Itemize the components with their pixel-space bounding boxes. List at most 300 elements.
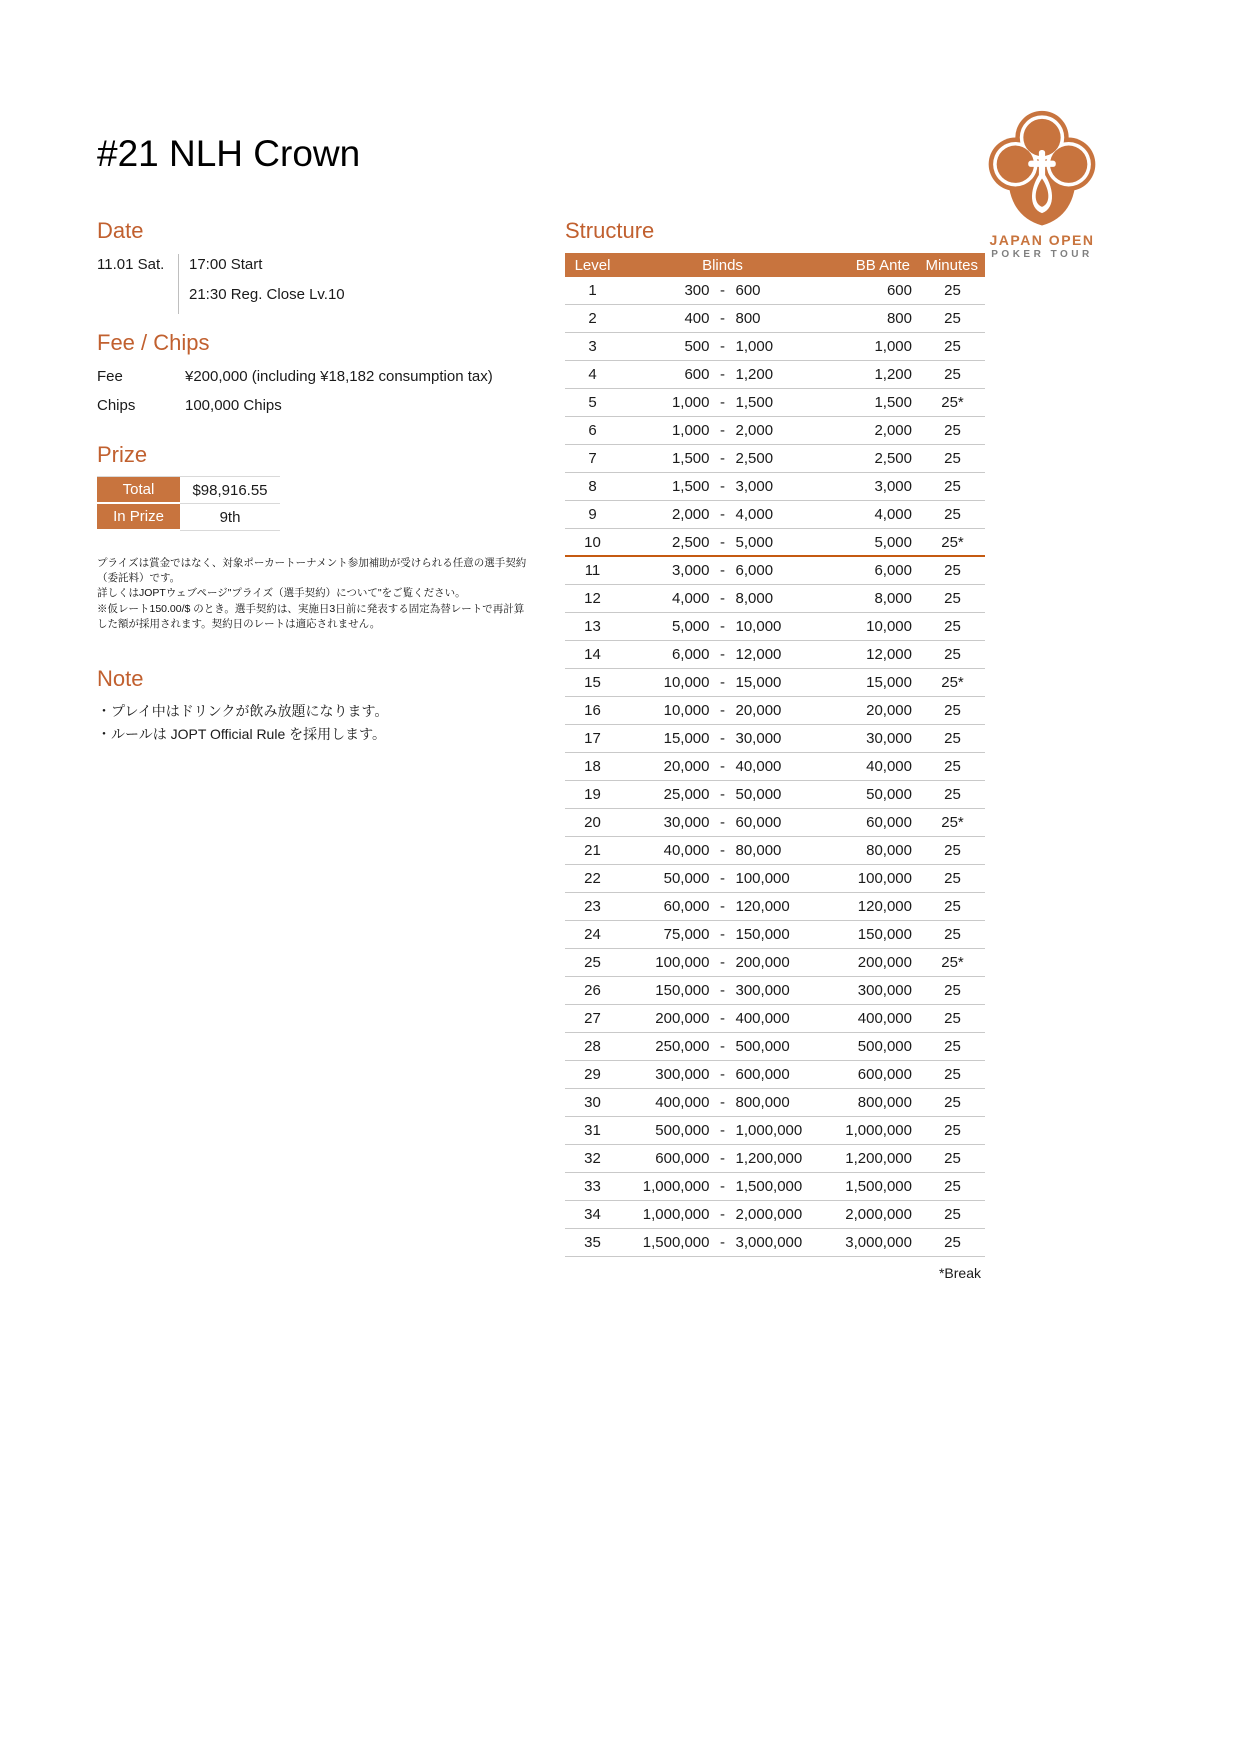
level-cell: 33 [584, 1178, 601, 1195]
bb-ante-cell: 2,000 [874, 422, 912, 439]
level-cell: 5 [588, 394, 597, 411]
minutes-cell: 25 [944, 422, 961, 439]
blinds-cell [620, 814, 825, 831]
blinds-cell [620, 338, 825, 355]
blinds-dash: - [720, 1234, 725, 1251]
level-cell: 35 [584, 1234, 601, 1251]
structure-table-row [565, 725, 985, 753]
structure-table-row [565, 277, 985, 305]
structure-table-row [565, 949, 985, 977]
small-blind-value: 1,000,000 [642, 1206, 710, 1223]
minutes-cell: 25 [944, 366, 961, 383]
minutes-cell: 25 [944, 1178, 961, 1195]
blinds-dash: - [720, 506, 725, 523]
blinds-dash: - [720, 366, 725, 383]
blinds-dash: - [720, 674, 725, 691]
small-blind-value: 100,000 [655, 954, 710, 971]
level-cell: 22 [584, 870, 601, 887]
small-blind-value: 1,000 [671, 394, 710, 411]
big-blind-value: 150,000 [735, 926, 790, 943]
header-minutes: Minutes [925, 256, 978, 274]
big-blind-value: 100,000 [735, 870, 790, 887]
blinds-cell [620, 982, 825, 999]
level-cell: 12 [584, 590, 601, 607]
bb-ante-cell: 100,000 [857, 870, 912, 887]
blinds-dash: - [720, 422, 725, 439]
note-section [97, 666, 527, 748]
small-blind-value: 60,000 [663, 898, 710, 915]
blinds-cell [620, 366, 825, 383]
level-cell: 16 [584, 702, 601, 719]
bb-ante-cell: 1,000 [874, 338, 912, 355]
big-blind-value: 3,000,000 [735, 1234, 803, 1251]
minutes-cell: 25* [941, 533, 964, 551]
level-cell: 10 [584, 533, 601, 551]
minutes-cell: 25 [944, 898, 961, 915]
minutes-cell: 25 [944, 1066, 961, 1083]
minutes-cell: 25 [944, 1150, 961, 1167]
blinds-cell [620, 954, 825, 971]
minutes-cell: 25 [944, 870, 961, 887]
big-blind-value: 4,000 [735, 506, 774, 523]
blinds-cell [620, 1038, 825, 1055]
blinds-dash: - [720, 926, 725, 943]
level-cell: 7 [588, 450, 597, 467]
big-blind-value: 500,000 [735, 1038, 790, 1055]
minutes-cell: 25 [944, 1010, 961, 1027]
minutes-cell: 25 [944, 926, 961, 943]
structure-table-row [565, 1117, 985, 1145]
bb-ante-cell: 800 [886, 310, 912, 327]
blinds-dash: - [720, 842, 725, 859]
structure-table-row [565, 641, 985, 669]
level-cell: 26 [584, 982, 601, 999]
level-cell: 24 [584, 926, 601, 943]
small-blind-value: 200,000 [655, 1010, 710, 1027]
bb-ante-cell: 1,500,000 [845, 1178, 912, 1195]
blinds-dash: - [720, 730, 725, 747]
structure-table-row [565, 753, 985, 781]
prize-disclaimer [97, 556, 529, 632]
small-blind-value: 1,500 [671, 478, 710, 495]
prize-heading: Prize [97, 442, 148, 467]
big-blind-value: 12,000 [735, 646, 782, 663]
date-times [178, 254, 345, 314]
big-blind-value: 600,000 [735, 1066, 790, 1083]
structure-table-row [565, 669, 985, 697]
date-heading: Date [97, 218, 144, 243]
bb-ante-cell: 40,000 [866, 758, 912, 775]
minutes-cell: 25 [944, 1122, 961, 1139]
big-blind-value: 1,000 [735, 338, 774, 355]
big-blind-value: 600 [735, 282, 761, 299]
blinds-cell [620, 758, 825, 775]
blinds-dash: - [720, 478, 725, 495]
big-blind-value: 50,000 [735, 786, 782, 803]
small-blind-value: 2,500 [671, 533, 710, 551]
big-blind-value: 200,000 [735, 954, 790, 971]
small-blind-value: 1,500,000 [642, 1234, 710, 1251]
structure-table-row [565, 473, 985, 501]
minutes-cell: 25 [944, 1038, 961, 1055]
big-blind-value: 1,500,000 [735, 1178, 803, 1195]
level-cell: 29 [584, 1066, 601, 1083]
level-cell: 8 [588, 478, 597, 495]
blinds-dash: - [720, 646, 725, 663]
structure-table-row [565, 333, 985, 361]
blinds-dash: - [720, 394, 725, 411]
structure-table-row [565, 809, 985, 837]
level-cell: 14 [584, 646, 601, 663]
small-blind-value: 1,500 [671, 450, 710, 467]
small-blind-value: 6,000 [671, 646, 710, 663]
level-cell: 32 [584, 1150, 601, 1167]
blinds-cell [620, 1206, 825, 1223]
level-cell: 30 [584, 1094, 601, 1111]
structure-table-row [565, 1061, 985, 1089]
minutes-cell: 25 [944, 842, 961, 859]
break-note: *Break [938, 1265, 981, 1281]
bb-ante-cell: 3,000,000 [845, 1234, 912, 1251]
structure-table-row [565, 1201, 985, 1229]
level-cell: 13 [584, 618, 601, 635]
minutes-cell: 25 [944, 562, 961, 579]
level-cell: 21 [584, 842, 601, 859]
minutes-cell: 25* [941, 674, 964, 691]
big-blind-value: 80,000 [735, 842, 782, 859]
blinds-dash: - [720, 533, 725, 551]
fee-label: Fee [97, 368, 123, 385]
blinds-cell [620, 786, 825, 803]
minutes-cell: 25 [944, 450, 961, 467]
page-title: #21 NLH Crown [97, 133, 361, 174]
chips-row [97, 397, 557, 414]
structure-table-row [565, 781, 985, 809]
minutes-cell: 25 [944, 506, 961, 523]
note-heading: Note [97, 666, 144, 691]
blinds-cell [620, 1234, 825, 1251]
minutes-cell: 25 [944, 646, 961, 663]
blinds-dash: - [720, 1122, 725, 1139]
big-blind-value: 60,000 [735, 814, 782, 831]
bb-ante-cell: 300,000 [857, 982, 912, 999]
structure-table-row [565, 1229, 985, 1257]
big-blind-value: 30,000 [735, 730, 782, 747]
small-blind-value: 10,000 [663, 702, 710, 719]
bb-ante-cell: 800,000 [857, 1094, 912, 1111]
blinds-dash: - [720, 954, 725, 971]
level-cell: 19 [584, 786, 601, 803]
structure-heading: Structure [565, 218, 655, 243]
prize-total-value: $98,916.55 [180, 477, 280, 504]
minutes-cell: 25 [944, 702, 961, 719]
big-blind-value: 8,000 [735, 590, 774, 607]
level-cell: 18 [584, 758, 601, 775]
blinds-dash: - [720, 1150, 725, 1167]
big-blind-value: 2,000,000 [735, 1206, 803, 1223]
blinds-cell [620, 562, 825, 579]
big-blind-value: 5,000 [735, 533, 774, 551]
big-blind-value: 40,000 [735, 758, 782, 775]
blinds-dash: - [720, 590, 725, 607]
blinds-dash: - [720, 1094, 725, 1111]
blinds-cell [620, 282, 825, 299]
blinds-cell [620, 618, 825, 635]
minutes-cell: 25 [944, 310, 961, 327]
big-blind-value: 2,000 [735, 422, 774, 439]
structure-table-row [565, 501, 985, 529]
big-blind-value: 120,000 [735, 898, 790, 915]
blinds-cell [620, 1122, 825, 1139]
big-blind-value: 1,200 [735, 366, 774, 383]
level-cell: 34 [584, 1206, 601, 1223]
prize-inprize-label: In Prize [97, 504, 180, 531]
small-blind-value: 75,000 [663, 926, 710, 943]
bb-ante-cell: 30,000 [866, 730, 912, 747]
blinds-cell [620, 450, 825, 467]
blinds-dash: - [720, 870, 725, 887]
minutes-cell: 25 [944, 1234, 961, 1251]
level-cell: 25 [584, 954, 601, 971]
small-blind-value: 10,000 [663, 674, 710, 691]
small-blind-value: 250,000 [655, 1038, 710, 1055]
level-cell: 31 [584, 1122, 601, 1139]
level-cell: 2 [588, 310, 597, 327]
big-blind-value: 800 [735, 310, 761, 327]
date-value: 11.01 Sat. [97, 256, 165, 273]
level-cell: 15 [584, 674, 601, 691]
small-blind-value: 30,000 [663, 814, 710, 831]
blinds-cell [620, 1150, 825, 1167]
bb-ante-cell: 4,000 [874, 506, 912, 523]
disclaimer-line: ※仮レート150.00/$ のとき。選手契約は、実施日3日前に発表する固定為替レートで再計算した額が採用されます。契約日のレートは適応されません。 [97, 602, 525, 630]
bb-ante-cell: 12,000 [866, 646, 912, 663]
header-bb-ante: BB Ante [855, 256, 910, 274]
blinds-cell [620, 478, 825, 495]
bb-ante-cell: 10,000 [866, 618, 912, 635]
fee-chips-section [97, 330, 557, 414]
structure-table-row [565, 1033, 985, 1061]
minutes-cell: 25 [944, 758, 961, 775]
bb-ante-cell: 2,000,000 [845, 1206, 912, 1223]
bb-ante-cell: 50,000 [866, 786, 912, 803]
blinds-dash: - [720, 786, 725, 803]
prize-table [97, 476, 280, 531]
start-time: 17:00 Start [189, 256, 263, 273]
structure-table-row [565, 417, 985, 445]
blinds-cell [620, 506, 825, 523]
level-cell: 11 [584, 562, 601, 579]
bb-ante-cell: 3,000 [874, 478, 912, 495]
structure-table-row [565, 1089, 985, 1117]
small-blind-value: 400 [684, 310, 710, 327]
level-cell: 20 [584, 814, 601, 831]
small-blind-value: 20,000 [663, 758, 710, 775]
minutes-cell: 25* [941, 814, 964, 831]
minutes-cell: 25 [944, 282, 961, 299]
small-blind-value: 600,000 [655, 1150, 710, 1167]
small-blind-value: 40,000 [663, 842, 710, 859]
bb-ante-cell: 1,200,000 [845, 1150, 912, 1167]
level-cell: 4 [588, 366, 597, 383]
level-cell: 6 [588, 422, 597, 439]
small-blind-value: 300 [684, 282, 710, 299]
note-item: ・プレイ中はドリンクが飲み放題になります。 [97, 703, 389, 719]
big-blind-value: 3,000 [735, 478, 774, 495]
blinds-dash: - [720, 1206, 725, 1223]
minutes-cell: 25 [944, 1094, 961, 1111]
small-blind-value: 400,000 [655, 1094, 710, 1111]
structure-table-row [565, 361, 985, 389]
big-blind-value: 2,500 [735, 450, 774, 467]
structure-table-row [565, 305, 985, 333]
minutes-cell: 25 [944, 982, 961, 999]
reg-close-time: 21:30 Reg. Close Lv.10 [189, 286, 345, 303]
blinds-dash: - [720, 338, 725, 355]
structure-table-body [565, 277, 985, 1257]
big-blind-value: 10,000 [735, 618, 782, 635]
blinds-cell [620, 1178, 825, 1195]
structure-table-row [565, 613, 985, 641]
structure-table-header [565, 253, 985, 277]
small-blind-value: 150,000 [655, 982, 710, 999]
small-blind-value: 500,000 [655, 1122, 710, 1139]
big-blind-value: 1,000,000 [735, 1122, 803, 1139]
big-blind-value: 20,000 [735, 702, 782, 719]
minutes-cell: 25* [941, 954, 964, 971]
small-blind-value: 5,000 [671, 618, 710, 635]
blinds-dash: - [720, 618, 725, 635]
jopt-logo [978, 110, 1106, 260]
prize-section [97, 442, 527, 531]
big-blind-value: 400,000 [735, 1010, 790, 1027]
chips-label: Chips [97, 397, 136, 414]
date-section [97, 218, 527, 314]
bb-ante-cell: 600 [886, 282, 912, 299]
chips-value: 100,000 Chips [185, 397, 282, 414]
structure-table-row [565, 1005, 985, 1033]
blinds-dash: - [720, 1066, 725, 1083]
blinds-dash: - [720, 450, 725, 467]
small-blind-value: 600 [684, 366, 710, 383]
blinds-dash: - [720, 702, 725, 719]
structure-table-row [565, 585, 985, 613]
level-cell: 27 [584, 1010, 601, 1027]
small-blind-value: 3,000 [671, 562, 710, 579]
disclaimer-line: プライズは賞金ではなく、対象ポーカートーナメント参加補助が受けられる任意の選手契約（委託料）です。 [97, 557, 527, 585]
small-blind-value: 25,000 [663, 786, 710, 803]
bb-ante-cell: 1,500 [874, 394, 912, 411]
fee-row [97, 368, 557, 385]
bb-ante-cell: 150,000 [857, 926, 912, 943]
blinds-cell [620, 842, 825, 859]
structure-table-row [565, 389, 985, 417]
small-blind-value: 300,000 [655, 1066, 710, 1083]
blinds-dash: - [720, 898, 725, 915]
blinds-dash: - [720, 758, 725, 775]
level-cell: 17 [584, 730, 601, 747]
minutes-cell: 25 [944, 590, 961, 607]
blinds-cell [620, 1066, 825, 1083]
jopt-logo-text-primary: JAPAN OPEN [989, 232, 1095, 248]
structure-table [565, 253, 985, 1257]
jopt-logo-text-secondary: POKER TOUR [991, 249, 1093, 260]
disclaimer-line: 詳しくはJOPTウェブページ"プライズ（選手契約）について"をご覧ください。 [97, 587, 466, 600]
bb-ante-cell: 8,000 [874, 590, 912, 607]
header-blinds: Blinds [702, 256, 743, 274]
blinds-cell [620, 702, 825, 719]
note-item: ・ルールは JOPT Official Rule を採用します。 [97, 725, 387, 742]
bb-ante-cell: 6,000 [874, 562, 912, 579]
club-clover-icon [978, 110, 1106, 230]
big-blind-value: 15,000 [735, 674, 782, 691]
minutes-cell: 25 [944, 618, 961, 635]
big-blind-value: 800,000 [735, 1094, 790, 1111]
blinds-cell [620, 1094, 825, 1111]
prize-total-label: Total [97, 477, 180, 504]
bb-ante-cell: 400,000 [857, 1010, 912, 1027]
small-blind-value: 50,000 [663, 870, 710, 887]
small-blind-value: 15,000 [663, 730, 710, 747]
header-level: Level [574, 256, 611, 274]
level-cell: 23 [584, 898, 601, 915]
blinds-cell [620, 394, 825, 411]
bb-ante-cell: 2,500 [874, 450, 912, 467]
small-blind-value: 1,000 [671, 422, 710, 439]
small-blind-value: 2,000 [671, 506, 710, 523]
structure-table-row [565, 557, 985, 585]
blinds-dash: - [720, 1178, 725, 1195]
big-blind-value: 1,500 [735, 394, 774, 411]
small-blind-value: 4,000 [671, 590, 710, 607]
blinds-cell [620, 1010, 825, 1027]
structure-table-row [565, 697, 985, 725]
blinds-dash: - [720, 814, 725, 831]
blinds-cell [620, 926, 825, 943]
blinds-cell [620, 646, 825, 663]
structure-table-row [565, 893, 985, 921]
blinds-cell [620, 310, 825, 327]
structure-table-row [565, 977, 985, 1005]
structure-section [565, 218, 985, 1281]
structure-table-row [565, 1145, 985, 1173]
blinds-dash: - [720, 1038, 725, 1055]
small-blind-value: 1,000,000 [642, 1178, 710, 1195]
blinds-dash: - [720, 562, 725, 579]
level-cell: 28 [584, 1038, 601, 1055]
minutes-cell: 25 [944, 338, 961, 355]
blinds-dash: - [720, 982, 725, 999]
bb-ante-cell: 15,000 [866, 674, 912, 691]
blinds-cell [620, 870, 825, 887]
blinds-cell [620, 674, 825, 691]
minutes-cell: 25 [944, 478, 961, 495]
minutes-cell: 25 [944, 730, 961, 747]
big-blind-value: 1,200,000 [735, 1150, 803, 1167]
fee-chips-heading: Fee / Chips [97, 330, 210, 355]
level-cell: 3 [588, 338, 597, 355]
level-cell: 1 [588, 282, 597, 299]
minutes-cell: 25* [941, 394, 964, 411]
blinds-dash: - [720, 1010, 725, 1027]
big-blind-value: 6,000 [735, 562, 774, 579]
structure-table-row [565, 921, 985, 949]
prize-inprize-value: 9th [180, 504, 280, 531]
bb-ante-cell: 5,000 [874, 533, 912, 551]
blinds-cell [620, 590, 825, 607]
level-cell: 9 [588, 506, 597, 523]
minutes-cell: 25 [944, 786, 961, 803]
